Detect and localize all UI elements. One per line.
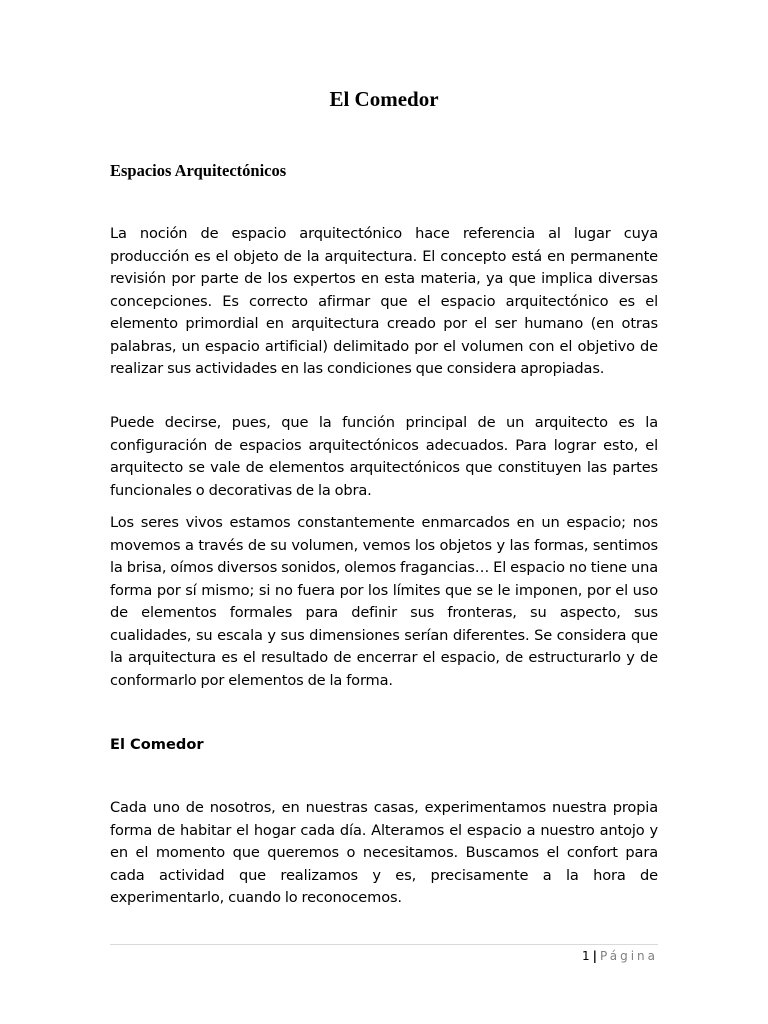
paragraph-2: Puede decirse, pues, que la función principal de un arquitecto es la configuración de espacios arquitectónicos adecuados. Para lograr esto, el arquitecto se vale de elementos arquitectónicos que constituyen las partes funcionales o decorativas de la obra. [110,414,658,499]
page-title: El Comedor [329,87,439,111]
footer-separator: | [592,949,598,963]
page-footer [110,946,658,966]
footer-divider [110,944,658,945]
page-number: 1 [582,949,590,963]
section-paragraph: Cada uno de nosotros, en nuestras casas, experimentamos nuestra propia forma de habitar el hogar cada día. Alteramos el espacio a nuestro antojo y en el momento que queremos o necesitamos. Buscamos el confort para cada actividad que realizamos y es, precisamente a la hora de experimentarlo, cuando lo reconocemos. [110,799,658,906]
section-heading: El Comedor [110,736,204,753]
paragraph-1: La noción de espacio arquitectónico hace referencia al lugar cuya producción es el objeto de la arquitectura. El concepto está en permanente revisión por parte de los expertos en esta materia, ya que implica diversas concepciones. Es correcto afirmar que el espacio arquitectónico es el elemento primordial en arquitectura creado por el ser humano (en otras palabras, un espacio artificial) delimitado por el volumen con el objetivo de realizar sus actividades en las condiciones que considera apropiadas. [110,225,658,377]
paragraph-3: Los seres vivos estamos constantemente enmarcados en un espacio; nos movemos a través de su volumen, vemos los objetos y las formas, sentimos la brisa, oímos diversos sonidos, olemos fragancias… El espacio no tiene una forma por sí mismo; si no fuera por los límites que se le imponen, por el uso de elementos formales para definir sus fronteras, su aspecto, sus cualidades, su escala y sus dimensiones serían diferentes. Se considera que la arquitectura es el resultado de encerrar el espacio, de estructurarlo y de conformarlo por elementos de la forma. [110,514,658,689]
page-label: Página [600,949,658,963]
subtitle: Espacios Arquitectónicos [110,161,287,180]
